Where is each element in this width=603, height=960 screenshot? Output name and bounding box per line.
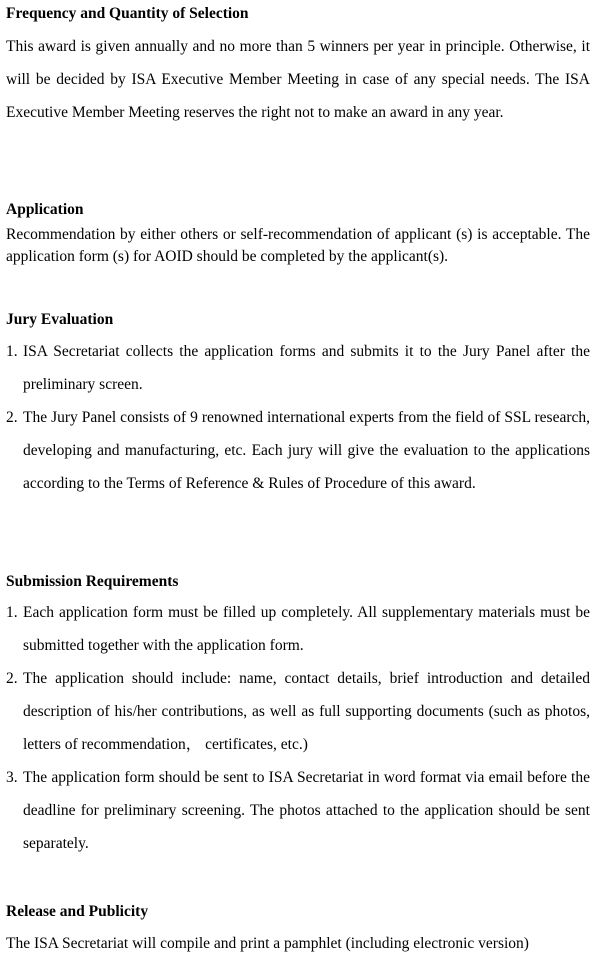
list-item-text: The application should include: name, contact details, brief introduction and detailed description of his/her contributions, as well as full supporting documents (such as photos, letters of recommendation， certificates, etc.) bbox=[23, 670, 590, 753]
section-frequency bbox=[6, 4, 590, 129]
numbered-list bbox=[6, 596, 590, 860]
list-item bbox=[6, 335, 590, 401]
list-item-text: The application form should be sent to ISA Secretariat in word format via email before the deadline for preliminary screening. The photos attached to the application should be sent separately. bbox=[23, 769, 590, 852]
list-item-number: 2. bbox=[6, 409, 18, 426]
section-heading: Frequency and Quantity of Selection bbox=[6, 5, 249, 22]
list-item-number: 1. bbox=[6, 343, 18, 360]
section-heading: Submission Requirements bbox=[6, 573, 179, 590]
list-item-text: ISA Secretariat collects the application forms and submits it to the Jury Panel after the preliminary screen. bbox=[23, 343, 590, 393]
section-body: Recommendation by either others or self-recommendation of applicant (s) is acceptable. The application form (s) for AOID should be completed by the applicant(s). bbox=[6, 226, 590, 265]
list-item-text: The Jury Panel consists of 9 renowned international experts from the field of SSL research, developing and manufacturing, etc. Each jury will give the evaluation to the applications according to the Terms of Reference & Rules of Procedure of this award. bbox=[23, 409, 590, 492]
section-body: The ISA Secretariat will compile and print a pamphlet (including electronic version) bbox=[6, 935, 529, 952]
list-item bbox=[6, 596, 590, 662]
section-release-publicity bbox=[6, 902, 590, 960]
section-application bbox=[6, 200, 590, 268]
list-item bbox=[6, 401, 590, 500]
section-heading: Application bbox=[6, 201, 84, 218]
numbered-list bbox=[6, 335, 590, 500]
section-heading: Jury Evaluation bbox=[6, 311, 114, 328]
list-item-text: Each application form must be filled up completely. All supplementary materials must be submitted together with the application form. bbox=[23, 604, 590, 654]
list-item bbox=[6, 761, 590, 860]
section-heading: Release and Publicity bbox=[6, 903, 149, 920]
list-item-number: 1. bbox=[6, 604, 18, 621]
list-item bbox=[6, 662, 590, 761]
section-submission-requirements bbox=[6, 572, 590, 860]
list-item-number: 2. bbox=[6, 670, 18, 687]
list-item-number: 3. bbox=[6, 769, 18, 786]
section-body: This award is given annually and no more than 5 winners per year in principle. Otherwise, it will be decided by ISA Executive Member Meeting in case of any special needs. The ISA Executive Member Meeting reserves the right not to make an award in any year. bbox=[6, 38, 590, 121]
section-jury-evaluation bbox=[6, 310, 590, 500]
